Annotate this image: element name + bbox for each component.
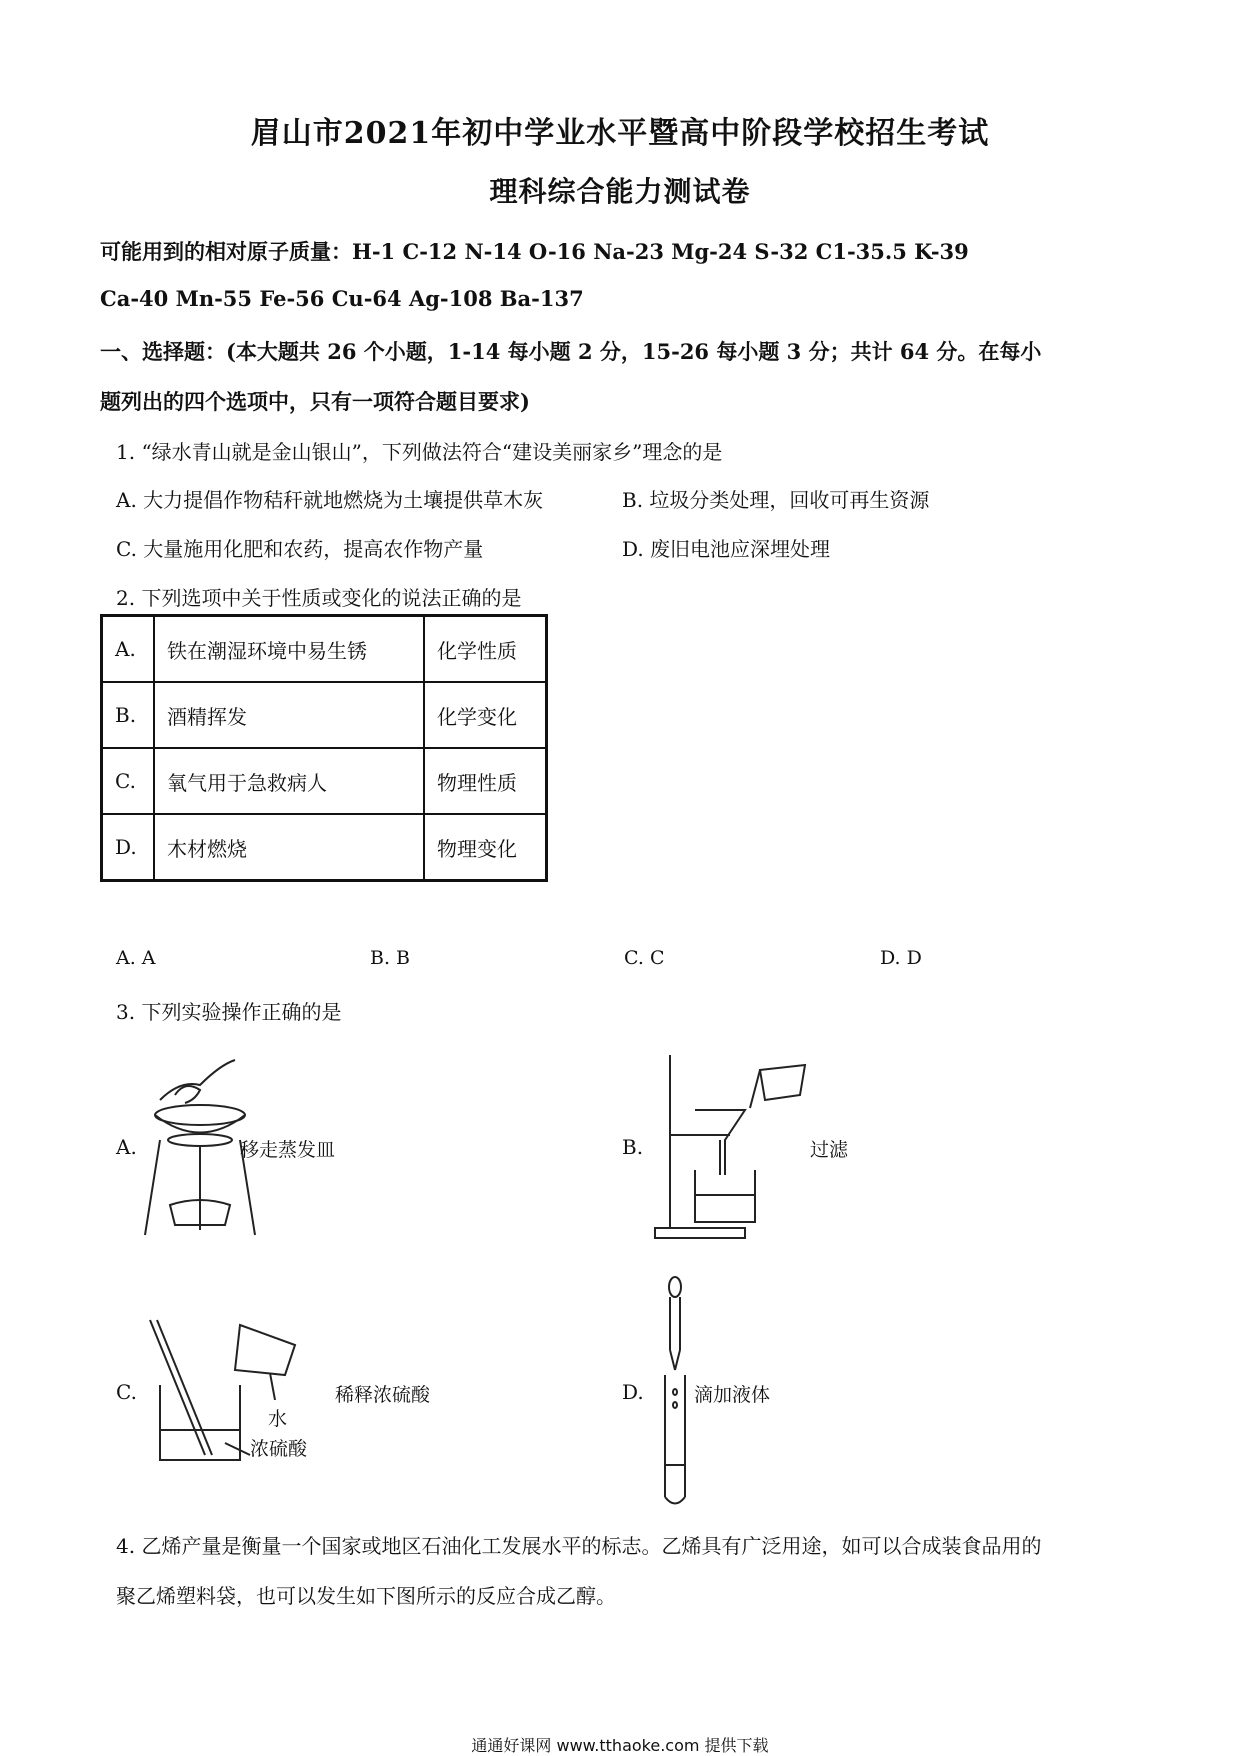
- q4-line1: 4. 乙烯产量是衡量一个国家或地区石油化工发展水平的标志。乙烯具有广泛用途，如可以合成装食品用的: [116, 1534, 1042, 1558]
- q1-option-d: D. 废旧电池应深埋处理: [622, 537, 831, 561]
- q1-option-c: C. 大量施用化肥和农药，提高农作物产量: [116, 537, 484, 561]
- atomic-masses-line2: Ca-40 Mn-55 Fe-56 Cu-64 Ag-108 Ba-137: [100, 286, 584, 311]
- q3-option-b-caption: 过滤: [810, 1139, 849, 1161]
- table-cell: 物理变化: [424, 814, 547, 881]
- q2-answer-b: B. B: [370, 947, 411, 969]
- q2-stem: 2. 下列选项中关于性质或变化的说法正确的是: [116, 586, 522, 610]
- table-row: [102, 616, 547, 683]
- table-row: [102, 748, 547, 814]
- q1-option-b: B. 垃圾分类处理，回收可再生资源: [622, 488, 930, 512]
- section-heading-line2: 题列出的四个选项中，只有一项符合题目要求): [100, 389, 530, 414]
- atomic-masses-line1: 可能用到的相对原子质量：H-1 C-12 N-14 O-16 Na-23 Mg-24 S-32 C1-35.5 K-39: [100, 239, 969, 264]
- page-title: 眉山市2021年初中学业水平暨高中阶段学校招生考试: [250, 116, 990, 151]
- table-cell: 化学性质: [424, 616, 547, 683]
- q2-answer-c: C. C: [624, 947, 665, 969]
- q2-answer-d: D. D: [880, 947, 922, 969]
- q3-option-c-letter: C.: [116, 1380, 137, 1404]
- filtration-illustration: [650, 1050, 810, 1240]
- q4-line2: 聚乙烯塑料袋，也可以发生如下图所示的反应合成乙醇。: [116, 1584, 616, 1608]
- q3-option-c-caption: 稀释浓硫酸: [335, 1384, 431, 1406]
- q3-option-a-caption: 移走蒸发皿: [240, 1139, 336, 1161]
- table-cell: 化学变化: [424, 682, 547, 748]
- table-cell: 酒精挥发: [154, 682, 424, 748]
- table-cell: C.: [102, 748, 155, 814]
- q2-answer-a: A. A: [116, 947, 156, 969]
- q3-option-a-letter: A.: [116, 1135, 137, 1159]
- q3-option-b-letter: B.: [622, 1135, 644, 1159]
- q3-option-d-letter: D.: [622, 1380, 644, 1404]
- table-cell: A.: [102, 616, 155, 683]
- page-footer: 通通好课网 www.tthaoke.com 提供下载: [471, 1736, 769, 1755]
- table-cell: 木材燃烧: [154, 814, 424, 881]
- page-subtitle: 理科综合能力测试卷: [489, 175, 751, 208]
- section-heading-line1: 一、选择题：(本大题共 26 个小题，1-14 每小题 2 分，15-26 每小题 3 分；共计 64 分。在每小: [100, 339, 1042, 364]
- q3-option-c-acid-label: 浓硫酸: [250, 1438, 308, 1460]
- q3-option-c-water-label: 水: [268, 1408, 288, 1430]
- q3-option-d-caption: 滴加液体: [694, 1384, 771, 1406]
- q1-option-a: A. 大力提倡作物秸秆就地燃烧为土壤提供草木灰: [116, 488, 544, 512]
- table-cell: 铁在潮湿环境中易生锈: [154, 616, 424, 683]
- table-cell: 物理性质: [424, 748, 547, 814]
- table-cell: D.: [102, 814, 155, 881]
- table-cell: B.: [102, 682, 155, 748]
- q3-stem: 3. 下列实验操作正确的是: [116, 1000, 342, 1024]
- q1-stem: 1. “绿水青山就是金山银山”，下列做法符合“建设美丽家乡”理念的是: [116, 440, 723, 464]
- table-row: [102, 814, 547, 881]
- q2-table: [100, 614, 548, 882]
- dropper-illustration: [655, 1275, 695, 1510]
- table-cell: 氧气用于急救病人: [154, 748, 424, 814]
- table-row: [102, 682, 547, 748]
